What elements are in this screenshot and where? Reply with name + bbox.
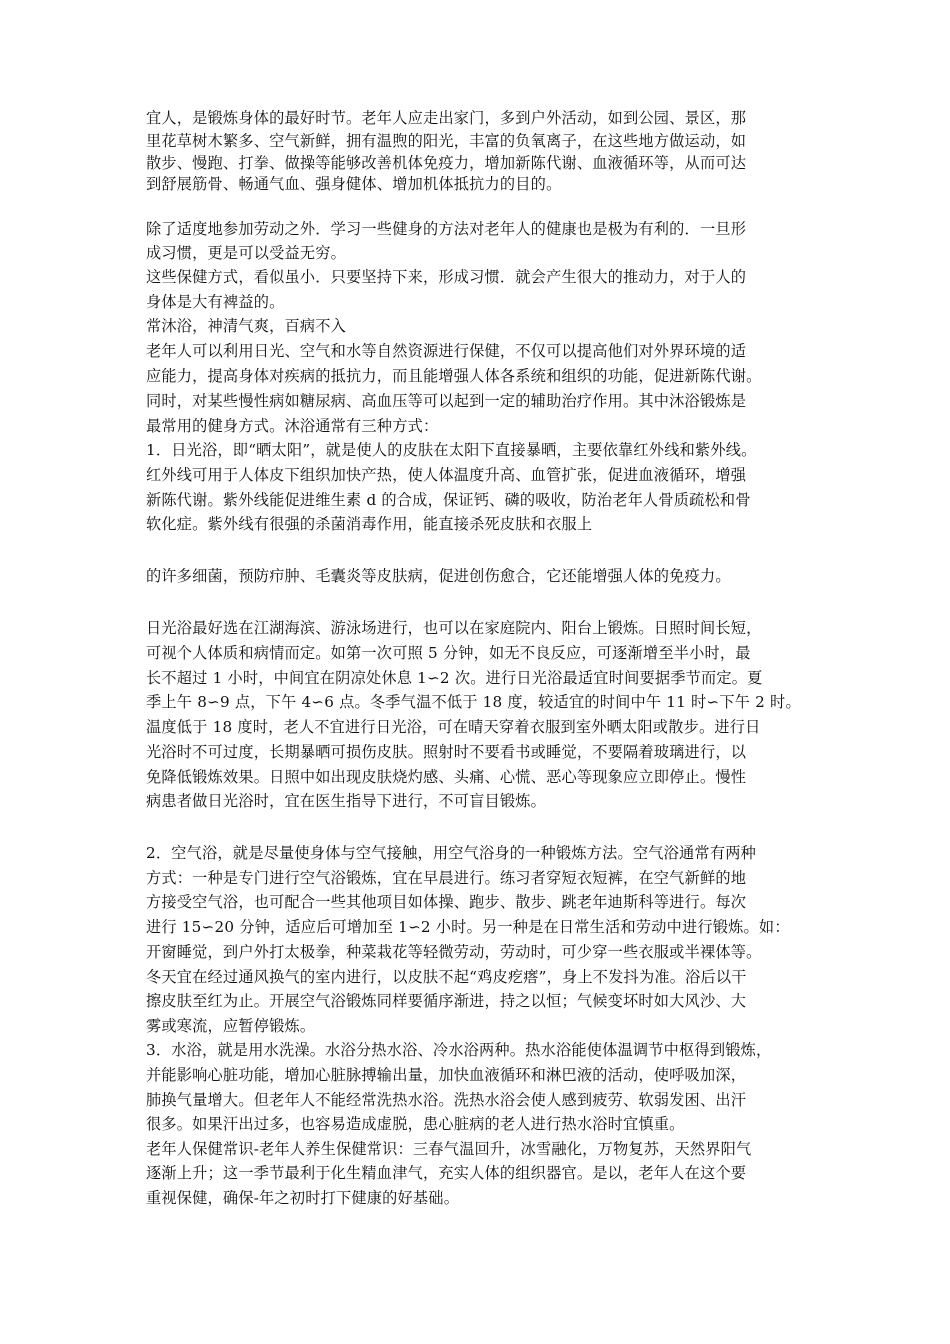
text-line: 老年人保健常识-老年人养生保健常识：三春气温回升，冰雪融化，万物复苏，天然界阳气 [146,1140,752,1158]
text-line: 很多。如果汗出过多，也容易造成虚脱，患心脏病的老人进行热水浴时宜慎重。 [146,1115,685,1133]
text-line: 冬天宜在经过通风换气的室内进行，以皮肤不起“鸡皮疙瘩”，身上不发抖为准。浴后以干 [146,968,747,986]
text-line: 成习惯，更是可以受益无穷。 [146,244,347,262]
text-line: 光浴时不可过度，长期暴晒可损伤皮肤。照射时不要看书或睡觉，不要隔着玻璃进行，以 [146,743,747,761]
text-line: 并能影响心脏功能，增加心脏脉搏输出量，加快血液循环和淋巴液的活动，使呼吸加深， [146,1066,747,1084]
text-line: 病患者做日光浴时，宜在医生指导下进行，不可盲目锻炼。 [146,792,547,810]
text-line: 的许多细菌，预防疖肿、毛囊炎等皮肤病，促进创伤愈合，它还能增强人体的免疫力。 [146,567,731,585]
text-line: 散步、慢跑、打拳、做操等能够改善机体免疫力，增加新陈代谢、血液循环等，从而可达 [146,154,747,172]
text-line: 除了适度地参加劳动之外．学习一些健身的方法对老年人的健康也是极为有利的．一旦形 [146,220,747,238]
text-line: 身体是大有裨益的。 [146,293,285,311]
text-line: 雾或寒流，应暂停锻炼。 [146,1017,316,1035]
text-line: 日光浴最好选在江湖海滨、游泳场进行，也可以在家庭院内、阳台上锻炼。日照时间长短， [146,619,762,637]
text-line: 3．水浴，就是用水洗澡。水浴分热水浴、冷水浴两种。热水浴能使体温调节中枢得到锻炼， [146,1041,772,1059]
text-line: 宜人，是锻炼身体的最好时节。老年人应走出家门，多到户外活动，如到公园、景区，那 [146,109,747,127]
text-line: 软化症。紫外线有很强的杀菌消毒作用，能直接杀死皮肤和衣服上 [146,515,593,533]
text-line: 季上午 8∽9 点，下午 4∽6 点。冬季气温不低于 18 度，较适宜的时间中午 11 时∽下午 2 时。 [146,693,801,711]
text-line: 逐渐上升；这一季节最利于化生精血津气，充实人体的组织器官。是以，老年人在这个要 [146,1164,747,1182]
text-line: 2．空气浴，就是尽量使身体与空气接触，用空气浴身的一种锻炼方法。空气浴通常有两种 [146,844,756,862]
text-line: 免降低锻炼效果。日照中如出现皮肤烧灼感、头痛、心慌、恶心等现象应立即停止。慢性 [146,768,747,786]
text-line: 应能力，提高身体对疾病的抵抗力，而且能增强人体各系统和组织的功能，促进新陈代谢。 [146,367,762,385]
text-line: 进行 15∽20 分钟，适应后可增加至 1∽2 小时。另一种是在日常生活和劳动中进行锻炼。如： [146,918,790,936]
text-line: 长不超过 1 小时，中间宜在阴凉处休息 1∽2 次。进行日光浴最适宜时间要据季节而定。夏 [146,669,763,687]
text-line: 红外线可用于人体皮下组织加快产热，使人体温度升高、血管扩张，促进血液循环，增强 [146,466,747,484]
text-line: 肺换气量增大。但老年人不能经常洗热水浴。洗热水浴会使人感到疲劳、软弱发困、出汗 [146,1091,747,1109]
text-line: 最常用的健身方式。沐浴通常有三种方式： [146,417,439,435]
text-line: 开窗睡觉，到户外打太极拳，种菜栽花等轻微劳动，劳动时，可少穿一些衣服或半裸体等。 [146,943,762,961]
section-heading: 常沐浴，神清气爽，百病不入 [146,317,347,335]
text-line: 擦皮肤至红为止。开展空气浴锻炼同样要循序渐进，持之以恒；气候变坏时如大风沙、大 [146,992,747,1010]
text-line: 新陈代谢。紫外线能促进维生素 d 的合成，保证钙、磷的吸收，防治老年人骨质疏松和骨 [146,491,751,509]
text-line: 里花草树木繁多、空气新鲜，拥有温煦的阳光，丰富的负氧离子，在这些地方做运动，如 [146,132,747,150]
text-line: 方接受空气浴，也可配合一些其他项目如体操、跑步、散步、跳老年迪斯科等进行。每次 [146,893,747,911]
text-line: 重视保健，确保-年之初时打下健康的好基础。 [146,1189,460,1207]
text-line: 同时，对某些慢性病如糖尿病、高血压等可以起到一定的辅助治疗作用。其中沐浴锻炼是 [146,392,747,410]
text-line: 这些保健方式，看似虽小．只要坚持下来，形成习惯．就会产生很大的推动力，对于人的 [146,268,747,286]
text-line: 方式：一种是专门进行空气浴锻炼，宜在早晨进行。练习者穿短衣短裤，在空气新鲜的地 [146,869,747,887]
text-line: 老年人可以利用日光、空气和水等自然资源进行保健，不仅可以提高他们对外界环境的适 [146,342,747,360]
text-line: 可视个人体质和病情而定。如第一次可照 5 分钟，如无不良反应，可逐渐增至半小时，最 [146,644,751,662]
text-line: 到舒展筋骨、畅通气血、强身健体、增加机体抵抗力的目的。 [146,175,562,193]
text-line: 1．日光浴，即“晒太阳”，就是使人的皮肤在太阳下直接暴晒，主要依靠红外线和紫外线。 [146,441,757,459]
text-line: 温度低于 18 度时，老人不宜进行日光浴，可在晴天穿着衣服到室外晒太阳或散步。进行日 [146,718,761,736]
